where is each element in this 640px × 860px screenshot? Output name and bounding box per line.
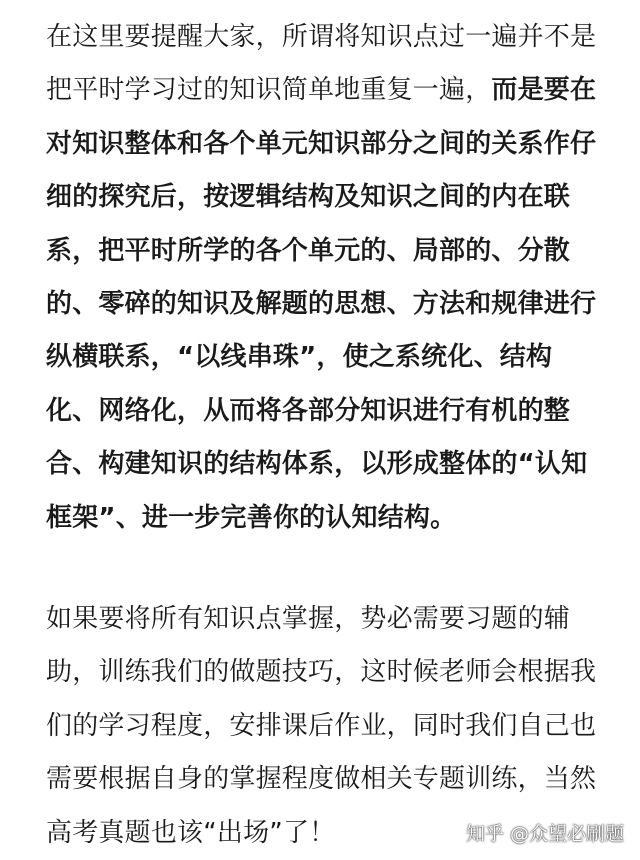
paragraph-1 [46, 11, 598, 545]
paragraph-2-text: 如果要将所有知识点掌握，势必需要习题的辅助，训练我们的做题技巧，这时候老师会根据我们的学习程度，安排课后作业，同时我们自己也需要根据自身的掌握程度做相关专题训练，当然高考真题也该“出场”了！ [46, 604, 597, 848]
zhihu-watermark: 知乎 @众望必刷题 [465, 823, 624, 845]
paragraph-1-normal-text: 在这里要提醒大家，所谓将知识点过一遍并不是把平时学习过的知识简单地重复一遍， [46, 22, 597, 106]
paragraph-1-bold-text: 而是要在对知识整体和各个单元知识部分之间的关系作仔细的探究后，按逻辑结构及知识之间的内在联系，把平时所学的各个单元的、局部的、分散的、零碎的知识及解题的思想、方法和规律进行纵横联系，“以线串珠”，使之系统化、结构化、网络化，从而将各部分知识进行有机的整合、构建知识的结构体系，以形成整体的“认知框架”、进一步完善你的认知结构。 [46, 75, 597, 533]
paragraph-2 [46, 593, 598, 860]
